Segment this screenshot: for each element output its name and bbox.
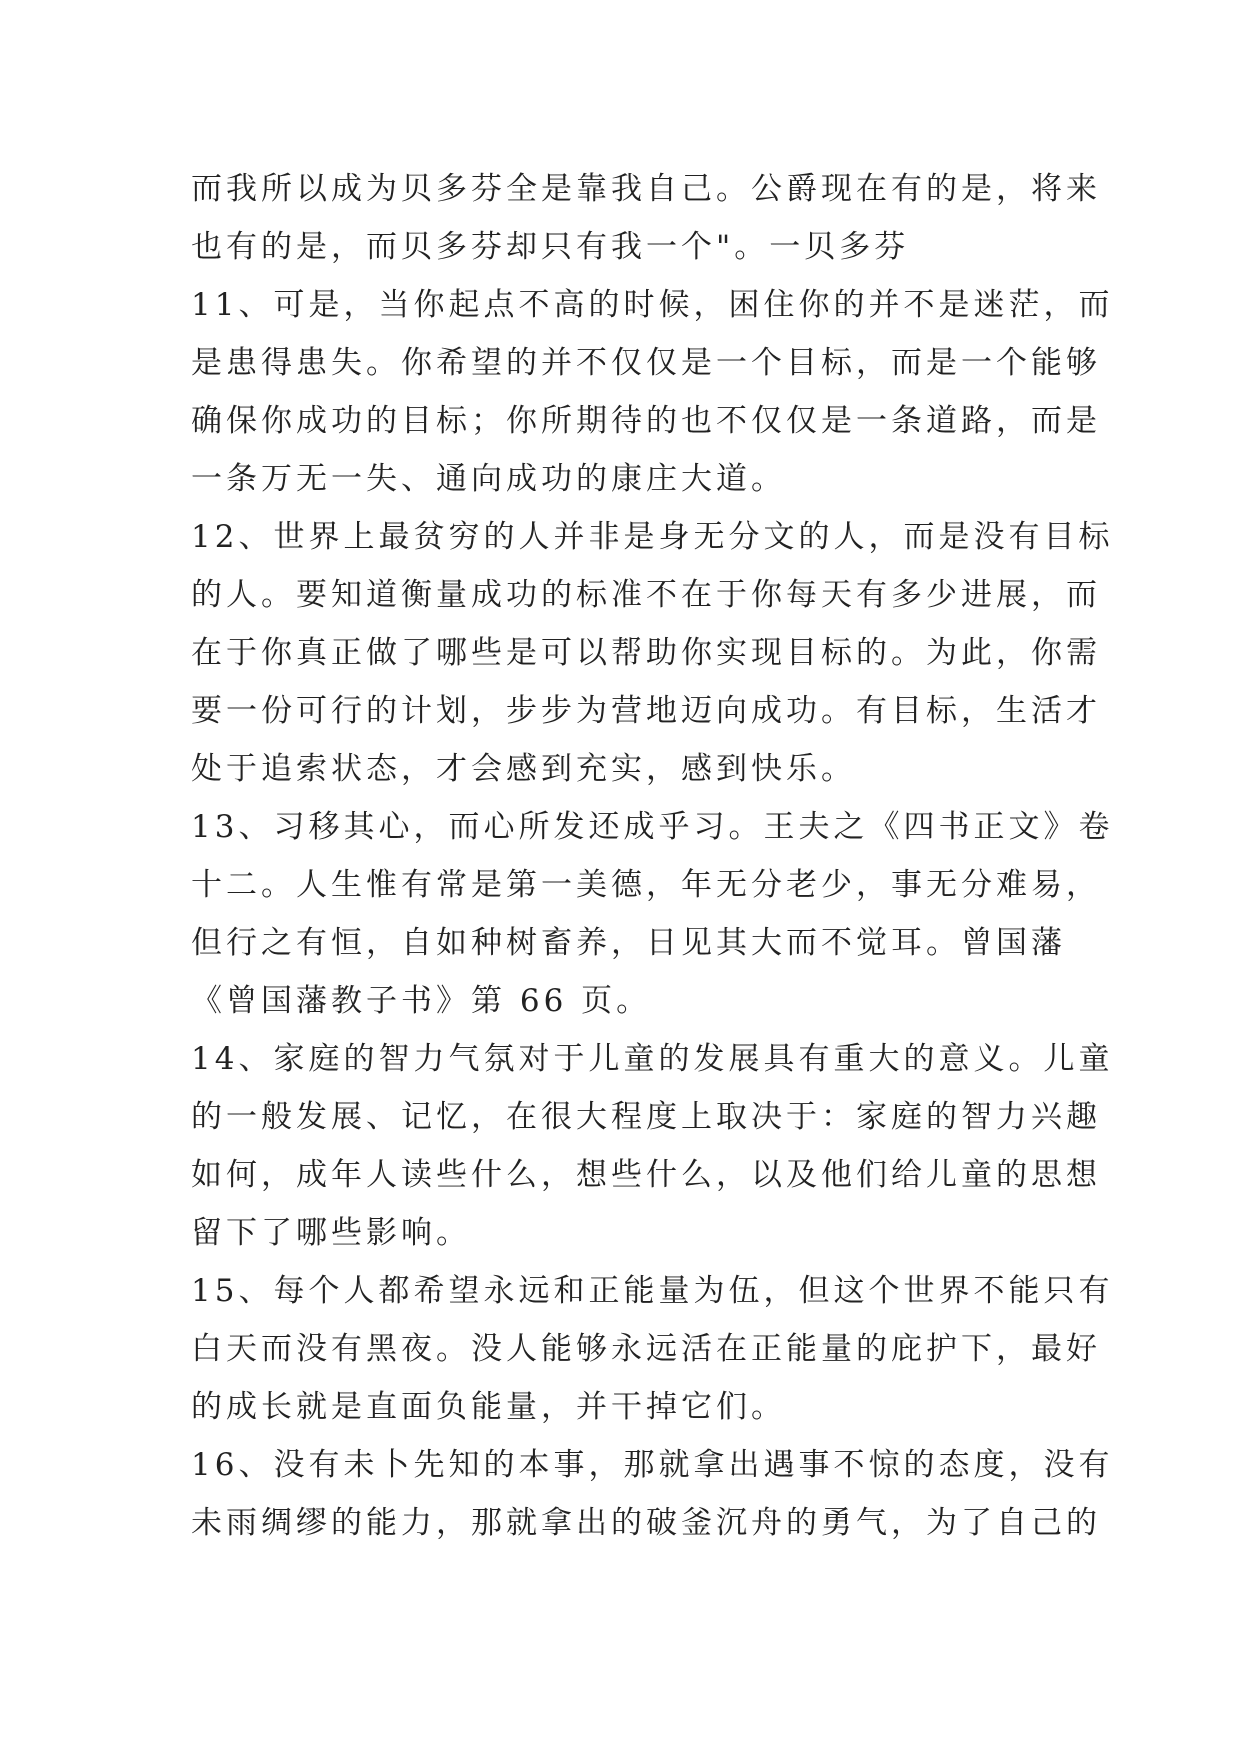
text-line: 14、家庭的智力气氛对于儿童的发展具有重大的意义。儿童 <box>191 1041 1114 1077</box>
text-line: 留下了哪些影响。 <box>191 1215 471 1251</box>
text-line: 在于你真正做了哪些是可以帮助你实现目标的。为此，你需 <box>191 635 1101 671</box>
text-line: 的一般发展、记忆，在很大程度上取决于：家庭的智力兴趣 <box>191 1099 1101 1135</box>
text-line: 确保你成功的目标；你所期待的也不仅仅是一条道路，而是 <box>191 403 1101 439</box>
text-line: 12、世界上最贫穷的人并非是身无分文的人，而是没有目标 <box>191 519 1114 555</box>
text-line: 是患得患失。你希望的并不仅仅是一个目标，而是一个能够 <box>191 345 1101 381</box>
text-line: 要一份可行的计划，步步为营地迈向成功。有目标，生活才 <box>191 693 1101 729</box>
text-line: 但行之有恒，自如种树畜养，日见其大而不觉耳。曾国藩 <box>191 925 1066 961</box>
text-line: 十二。人生惟有常是第一美德，年无分老少，事无分难易， <box>191 867 1101 903</box>
text-line: 16、没有未卜先知的本事，那就拿出遇事不惊的态度，没有 <box>191 1447 1114 1483</box>
text-line: 一条万无一失、通向成功的康庄大道。 <box>191 461 786 497</box>
text-line: 的人。要知道衡量成功的标准不在于你每天有多少进展，而 <box>191 577 1101 613</box>
text-line: 而我所以成为贝多芬全是靠我自己。公爵现在有的是，将来 <box>191 171 1101 207</box>
text-line: 白天而没有黑夜。没人能够永远活在正能量的庇护下，最好 <box>191 1331 1101 1367</box>
text-line: 11、可是，当你起点不高的时候，困住你的并不是迷茫，而 <box>191 287 1114 323</box>
document-body <box>191 160 1114 1552</box>
text-line: 处于追索状态，才会感到充实，感到快乐。 <box>191 751 856 787</box>
text-line: 的成长就是直面负能量，并干掉它们。 <box>191 1389 786 1425</box>
text-line: 13、习移其心，而心所发还成乎习。王夫之《四书正文》卷 <box>191 809 1114 845</box>
text-line: 未雨绸缪的能力，那就拿出的破釜沉舟的勇气，为了自己的 <box>191 1505 1101 1541</box>
text-line: 如何，成年人读些什么，想些什么，以及他们给儿童的思想 <box>191 1157 1101 1193</box>
text-line: 《曾国藩教子书》第 66 页。 <box>191 983 652 1019</box>
text-line: 15、每个人都希望永远和正能量为伍，但这个世界不能只有 <box>191 1273 1114 1309</box>
text-line: 也有的是，而贝多芬却只有我一个"。一贝多芬 <box>191 229 910 265</box>
